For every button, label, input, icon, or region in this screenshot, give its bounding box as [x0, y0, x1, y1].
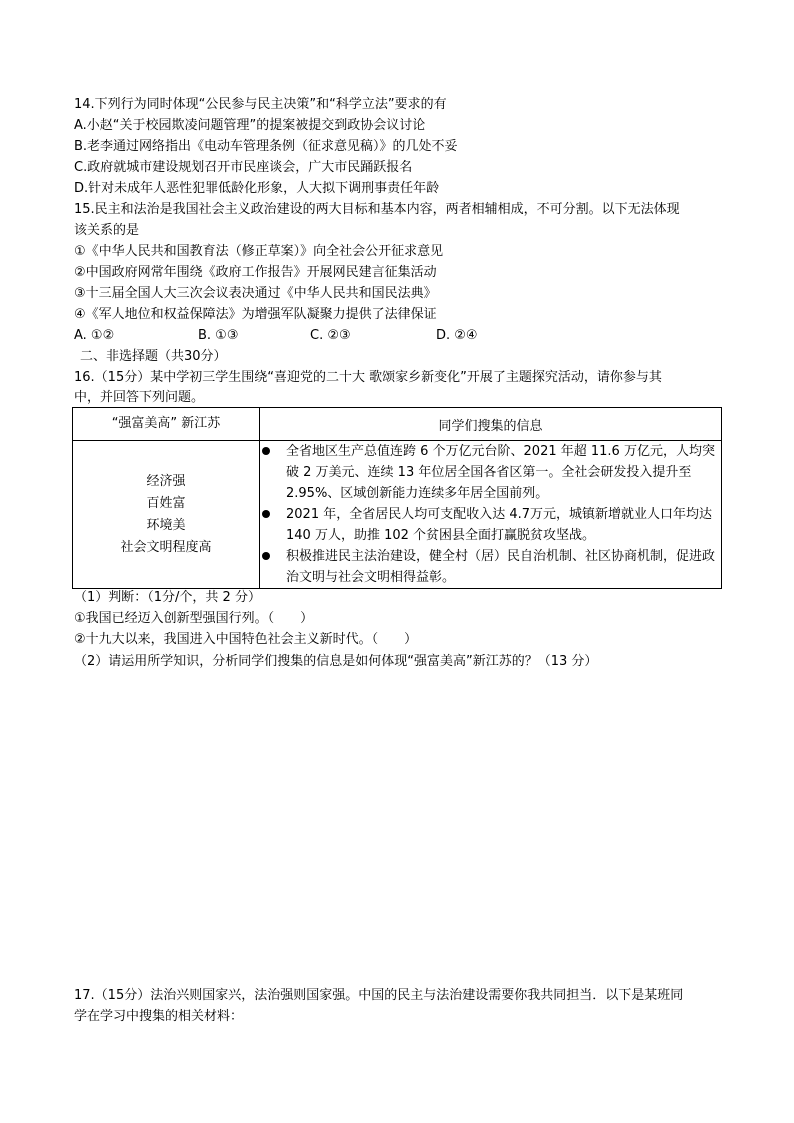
- q14-stem: 14.下列行为同时体现“公民参与民主决策”和“科学立法”要求的有: [74, 97, 447, 112]
- q16-judge-1: ①我国已经迈入创新型强国行列。（ ）: [74, 611, 314, 626]
- q16-stem-line1: 16.（15分）某中学初三学生围绕“喜迎党的二十大 歌颂家乡新变化”开展了主题探究活动，请你参与其: [74, 370, 662, 385]
- table-header-right: 同学们搜集的信息: [260, 408, 722, 441]
- table-header-row: [73, 408, 722, 441]
- bullet-item: [260, 546, 721, 588]
- q15-choice-a: A. ①②: [74, 328, 115, 343]
- q16-judge-2: ②十九大以来，我国进入中国特色社会主义新时代。（ ）: [74, 632, 418, 647]
- q14-option-b: B.老李通过网络指出《电动车管理条例（征求意见稿）》的几处不妥: [74, 139, 458, 154]
- q14-option-c: C.政府就城市建设规划召开市民座谈会，广大市民踊跃报名: [74, 160, 413, 175]
- q15-choice-b: B. ①③: [198, 328, 239, 343]
- bullet-text: 2021 年，全省居民人均可支配收入达 4.7万元，城镇新增就业人口年均达 140 万人，助推 102 个贫困县全面打赢脱贫攻坚战。: [286, 507, 713, 543]
- q15-item-1: ①《中华人民共和国教育法（修正草案）》向全社会公开征求意见: [74, 244, 444, 259]
- q15-stem-line1: 15.民主和法治是我国社会主义政治建设的两大目标和基本内容，两者相辅相成，不可分割。以下无法体现: [74, 202, 680, 217]
- bullet-item: [260, 504, 721, 546]
- left-item: 环境美: [146, 517, 186, 533]
- bullet-text: 积极推进民主法治建设，健全村（居）民自治机制、社区协商机制，促进政治文明与社会文明相得益彰。: [286, 549, 716, 585]
- q17-stem-line1: 17.（15分）法治兴则国家兴，法治强则国家强。中国的民主与法治建设需要你我共同担当．以下是某班同: [74, 988, 684, 1003]
- bullet-dot-icon: [262, 447, 270, 455]
- table-row: [73, 441, 722, 589]
- table-header-left: “强富美高” 新江苏: [73, 408, 260, 441]
- q14-option-a: A.小赵“关于校园欺凌问题管理”的提案被提交到政协会议讨论: [74, 118, 426, 133]
- table-right-cell: [260, 441, 722, 589]
- q16-sub2: （2）请运用所学知识，分析同学们搜集的信息是如何体现“强富美高”新江苏的？（13 分）: [74, 654, 598, 669]
- q15-item-2: ②中国政府网常年围绕《政府工作报告》开展网民建言征集活动: [74, 265, 437, 280]
- q15-stem-line2: 该关系的是: [74, 223, 140, 238]
- left-item: 社会文明程度高: [120, 539, 212, 555]
- q16-sub1: （1）判断：（1分/个，共 2 分）: [74, 590, 261, 605]
- q16-stem-line2: 中，并回答下列问题。: [74, 390, 205, 405]
- bullet-dot-icon: [262, 552, 270, 560]
- bullet-item: [260, 441, 721, 504]
- left-item: 百姓富: [146, 495, 186, 511]
- q15-choice-d: D. ②④: [436, 328, 478, 343]
- info-table: [72, 407, 722, 589]
- q17-stem-line2: 学在学习中搜集的相关材料：: [74, 1009, 244, 1024]
- bullet-dot-icon: [262, 510, 270, 518]
- table-left-cell: [73, 441, 260, 589]
- q15-choice-c: C. ②③: [310, 328, 351, 343]
- q15-item-3: ③十三届全国人大三次会议表决通过《中华人民共和国民法典》: [74, 286, 437, 301]
- q15-item-4: ④《军人地位和权益保障法》为增强军队凝聚力提供了法律保证: [74, 307, 437, 322]
- q14-option-d: D.针对未成年人恶性犯罪低龄化形象，人大拟下调刑事责任年龄: [74, 181, 440, 196]
- bullet-text: 全省地区生产总值连跨 6 个万亿元台阶、2021 年超 11.6 万亿元，人均突破 2 万美元、连续 13 年位居全国各省区第一。全社会研发投入提升至 2.95%、区域创新能力连续多年居全国前列。: [286, 444, 715, 501]
- section-heading: 二、非选择题（共30分）: [80, 349, 227, 364]
- left-item: 经济强: [146, 473, 186, 489]
